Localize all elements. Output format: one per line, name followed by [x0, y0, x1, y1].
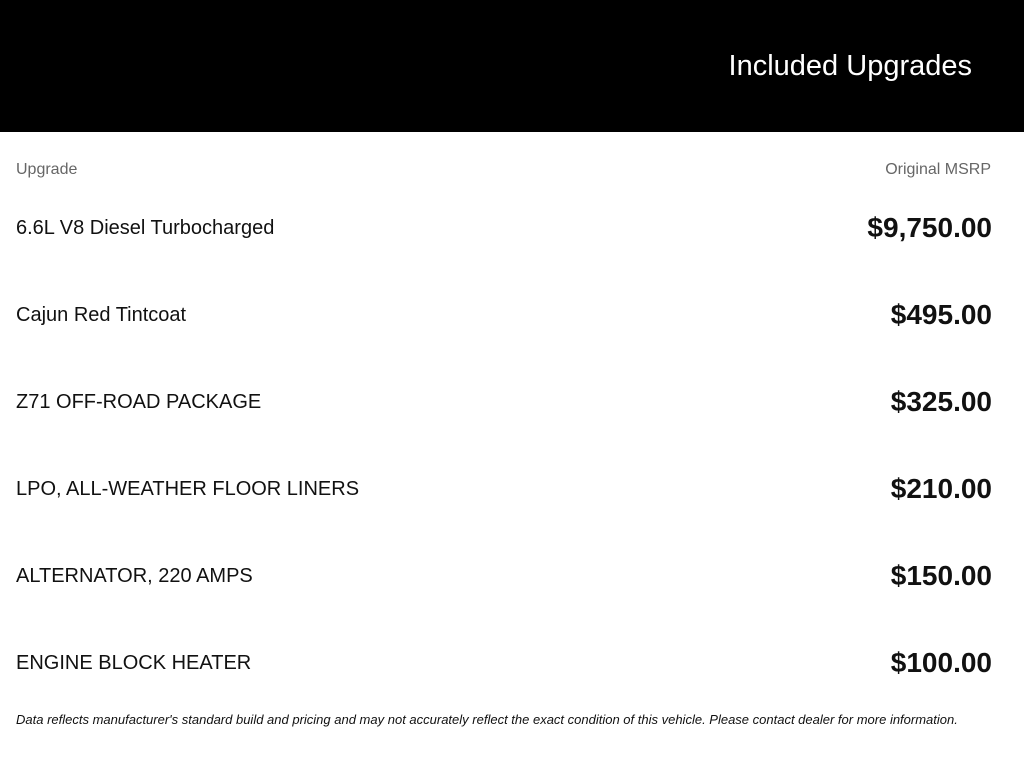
- list-item: [0, 643, 1024, 683]
- upgrade-price: $210.00: [890, 473, 992, 504]
- header-bar: [0, 0, 1024, 132]
- disclaimer-text: Data reflects manufacturer's standard build and pricing and may not accurately reflect the exact condition of this vehicle. Please contact dealer for more information.: [16, 712, 958, 727]
- list-item: [0, 208, 1024, 248]
- upgrade-name: ALTERNATOR, 220 AMPS: [16, 565, 253, 587]
- upgrade-price: $325.00: [890, 386, 992, 417]
- upgrade-price: $9,750.00: [867, 212, 992, 243]
- upgrade-price: $150.00: [890, 560, 992, 591]
- list-item: [0, 469, 1024, 509]
- column-header-msrp: Original MSRP: [885, 161, 991, 178]
- column-header-upgrade: Upgrade: [16, 161, 78, 178]
- upgrade-price: $100.00: [890, 647, 992, 678]
- list-item: [0, 295, 1024, 335]
- page-title: Included Upgrades: [728, 50, 972, 82]
- list-item: [0, 556, 1024, 596]
- list-item: [0, 382, 1024, 422]
- upgrade-name: Z71 OFF-ROAD PACKAGE: [16, 391, 262, 413]
- upgrade-name: Cajun Red Tintcoat: [16, 304, 187, 326]
- upgrade-name: LPO, ALL-WEATHER FLOOR LINERS: [16, 478, 360, 500]
- upgrade-name: 6.6L V8 Diesel Turbocharged: [16, 217, 275, 239]
- upgrade-price: $495.00: [890, 299, 992, 330]
- upgrade-name: ENGINE BLOCK HEATER: [16, 652, 252, 674]
